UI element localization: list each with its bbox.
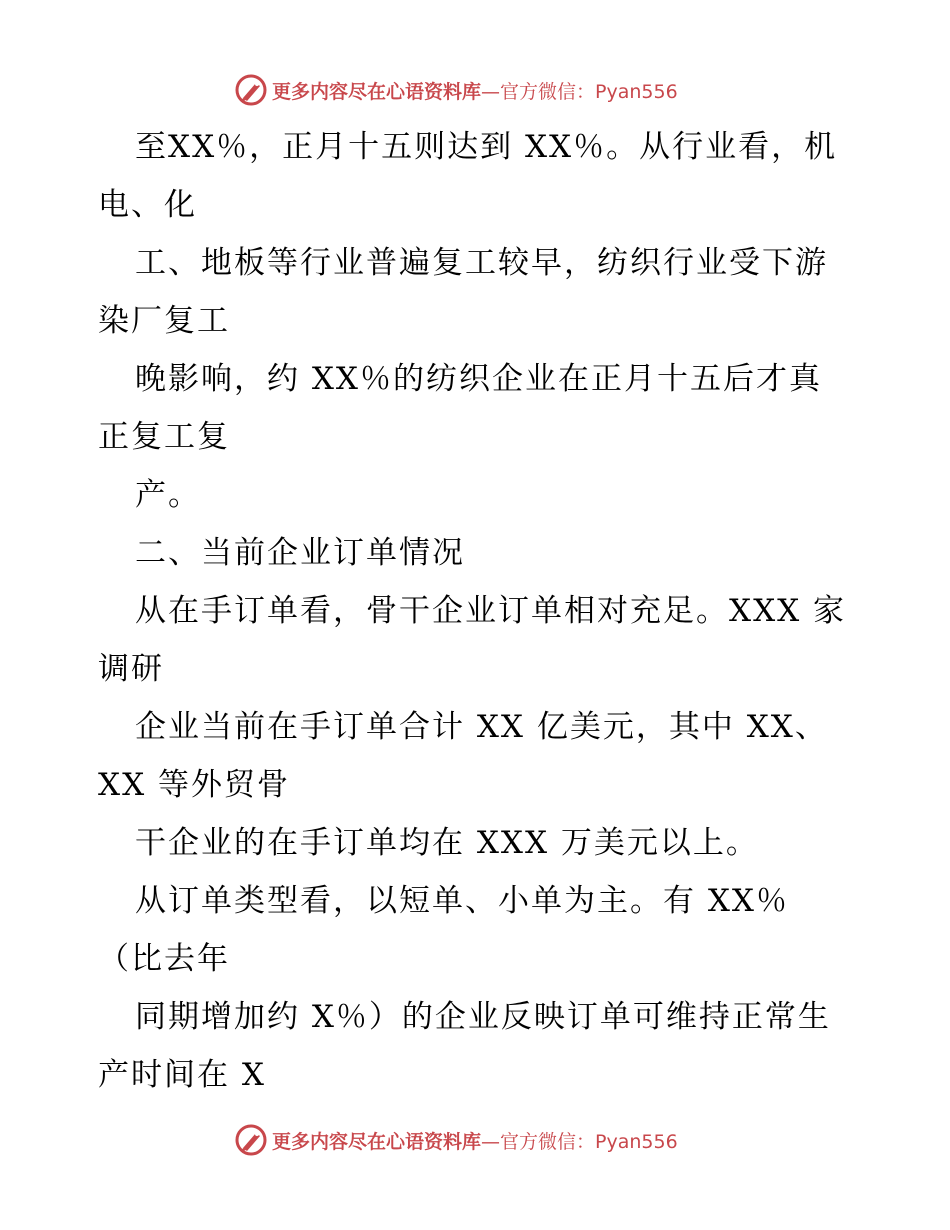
footer-watermark: [234, 1122, 678, 1158]
watermark-separator: —: [481, 80, 501, 103]
paragraph-line: 产时间在 X: [98, 1057, 266, 1093]
paragraph-line: （比去年: [98, 941, 230, 977]
paragraph-line: 从订单类型看，以短单、小单为主。有 XX％: [135, 883, 789, 919]
paragraph-line: 晚影响，约 XX％的纺织企业在正月十五后才真: [135, 361, 822, 397]
watermark-separator: —: [481, 1130, 501, 1153]
watermark-brand: 更多内容尽在心语资料库: [272, 1130, 482, 1153]
paragraph-line: 产。: [135, 477, 201, 513]
paragraph-line: 同期增加约 X％）的企业反映订单可维持正常生: [135, 999, 831, 1035]
watermark-contact: 官方微信：Pyan556: [500, 80, 678, 103]
paragraph-line: 正复工复: [98, 419, 230, 455]
section-heading: 二、当前企业订单情况: [135, 535, 465, 571]
watermark-brand: 更多内容尽在心语资料库: [272, 80, 482, 103]
paragraph-line: 染厂复工: [98, 303, 230, 339]
watermark-contact: 官方微信：Pyan556: [500, 1130, 678, 1153]
paragraph-line: 工、地板等行业普遍复工较早，纺织行业受下游: [135, 245, 828, 281]
header-watermark: [234, 72, 678, 108]
document-body: [98, 118, 868, 1104]
pen-logo-icon: [234, 1123, 268, 1157]
watermark-text: [272, 1127, 678, 1154]
paragraph-line: 从在手订单看，骨干企业订单相对充足。XXX 家: [135, 593, 847, 629]
watermark-text: [272, 77, 678, 104]
paragraph-line: 至XX％，正月十五则达到 XX％。从行业看，机: [135, 129, 838, 165]
pen-logo-icon: [234, 73, 268, 107]
paragraph-line: 电、化: [98, 187, 197, 223]
paragraph-line: 调研: [98, 651, 164, 687]
paragraph-line: XX 等外贸骨: [98, 767, 290, 803]
paragraph-line: 企业当前在手订单合计 XX 亿美元，其中 XX、: [135, 709, 828, 745]
paragraph-line: 干企业的在手订单均在 XXX 万美元以上。: [135, 825, 759, 861]
